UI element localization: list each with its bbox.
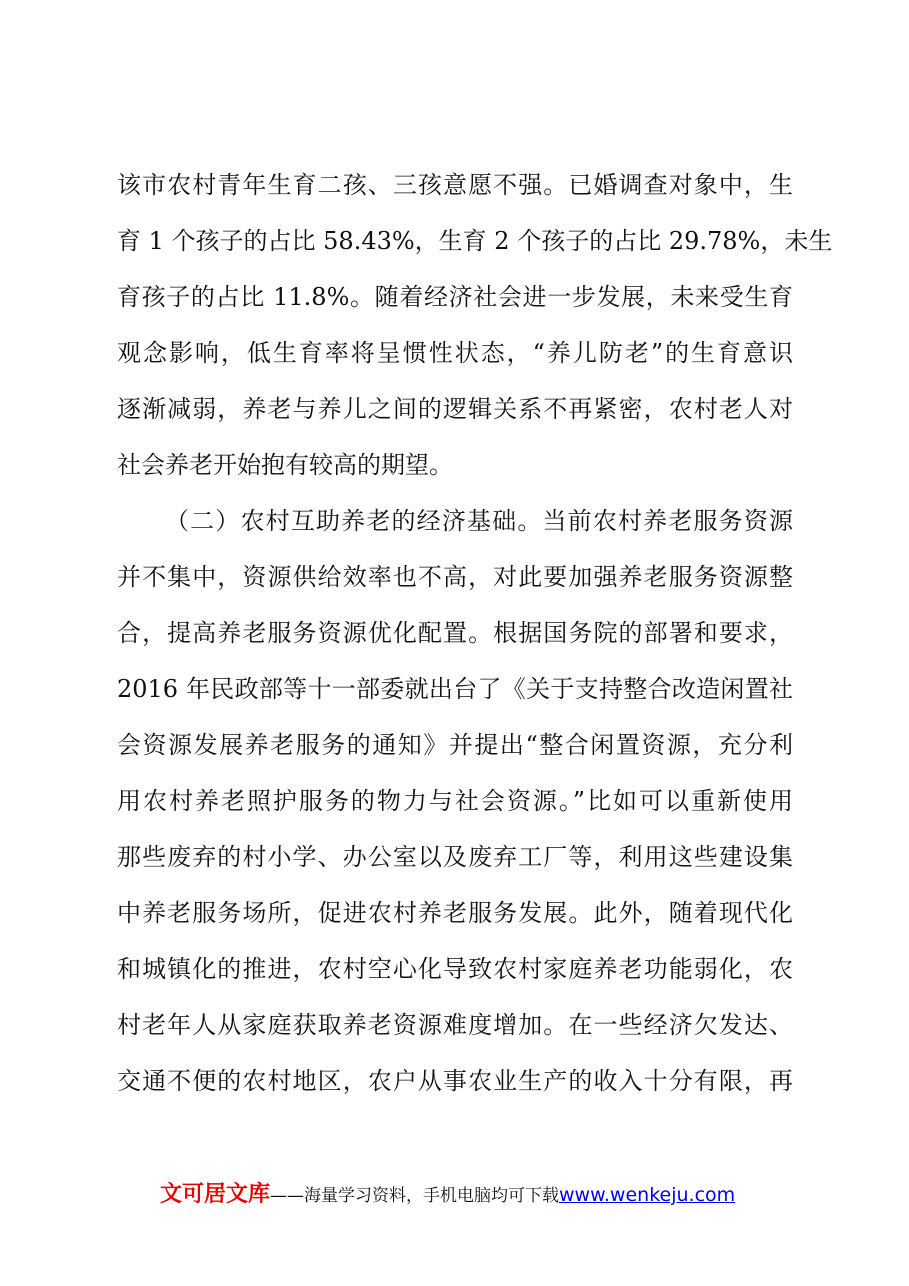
- brand-name: 文可居文库: [160, 1182, 271, 1207]
- paragraph-line: 逐渐减弱，养老与养儿之间的逻辑关系不再紧密，农村老人对: [117, 395, 793, 423]
- footer-slogan: 海量学习资料，手机电脑均可下载: [304, 1186, 560, 1206]
- paragraph-line: 育 1 个孩子的占比 58.43%，生育 2 个孩子的占比 29.78%，未生: [117, 227, 833, 255]
- paragraph-line: 会资源发展养老服务的通知》并提出“整合闲置资源，充分利: [117, 731, 793, 759]
- paragraph-line: 中养老服务场所，促进农村养老服务发展。此外，随着现代化: [117, 899, 793, 927]
- paragraph-line: 那些废弃的村小学、办公室以及废弃工厂等，利用这些建设集: [117, 843, 793, 871]
- paragraph-line: 交通不便的农村地区，农户从事农业生产的收入十分有限，再: [117, 1067, 793, 1095]
- paragraph-line: 育孩子的占比 11.8%。随着经济社会进一步发展，未来受生育: [117, 283, 793, 311]
- section-heading-line: （二）农村互助养老的经济基础。当前农村养老服务资源: [165, 507, 793, 535]
- footer-dash: ——: [270, 1186, 305, 1206]
- website-link[interactable]: www.wenkeju.com: [559, 1184, 736, 1206]
- paragraph-line: 和城镇化的推进，农村空心化导致农村家庭养老功能弱化，农: [117, 955, 793, 983]
- paragraph-line: 2016 年民政部等十一部委就出台了《关于支持整合改造闲置社: [117, 675, 793, 703]
- paragraph-line: 用农村养老照护服务的物力与社会资源。”比如可以重新使用: [117, 787, 793, 815]
- paragraph-line: 该市农村青年生育二孩、三孩意愿不强。已婚调查对象中，生: [117, 171, 793, 199]
- paragraph-line: 观念影响，低生育率将呈惯性状态，“养儿防老”的生育意识: [117, 339, 793, 367]
- paragraph-line: 并不集中，资源供给效率也不高，对此要加强养老服务资源整: [117, 563, 793, 591]
- paragraph-line: 社会养老开始抱有较高的期望。: [117, 451, 453, 479]
- footer-banner: [160, 1180, 780, 1210]
- paragraph-line: 村老年人从家庭获取养老资源难度增加。在一些经济欠发达、: [117, 1011, 793, 1039]
- paragraph-line: 合，提高养老服务资源优化配置。根据国务院的部署和要求，: [117, 619, 793, 647]
